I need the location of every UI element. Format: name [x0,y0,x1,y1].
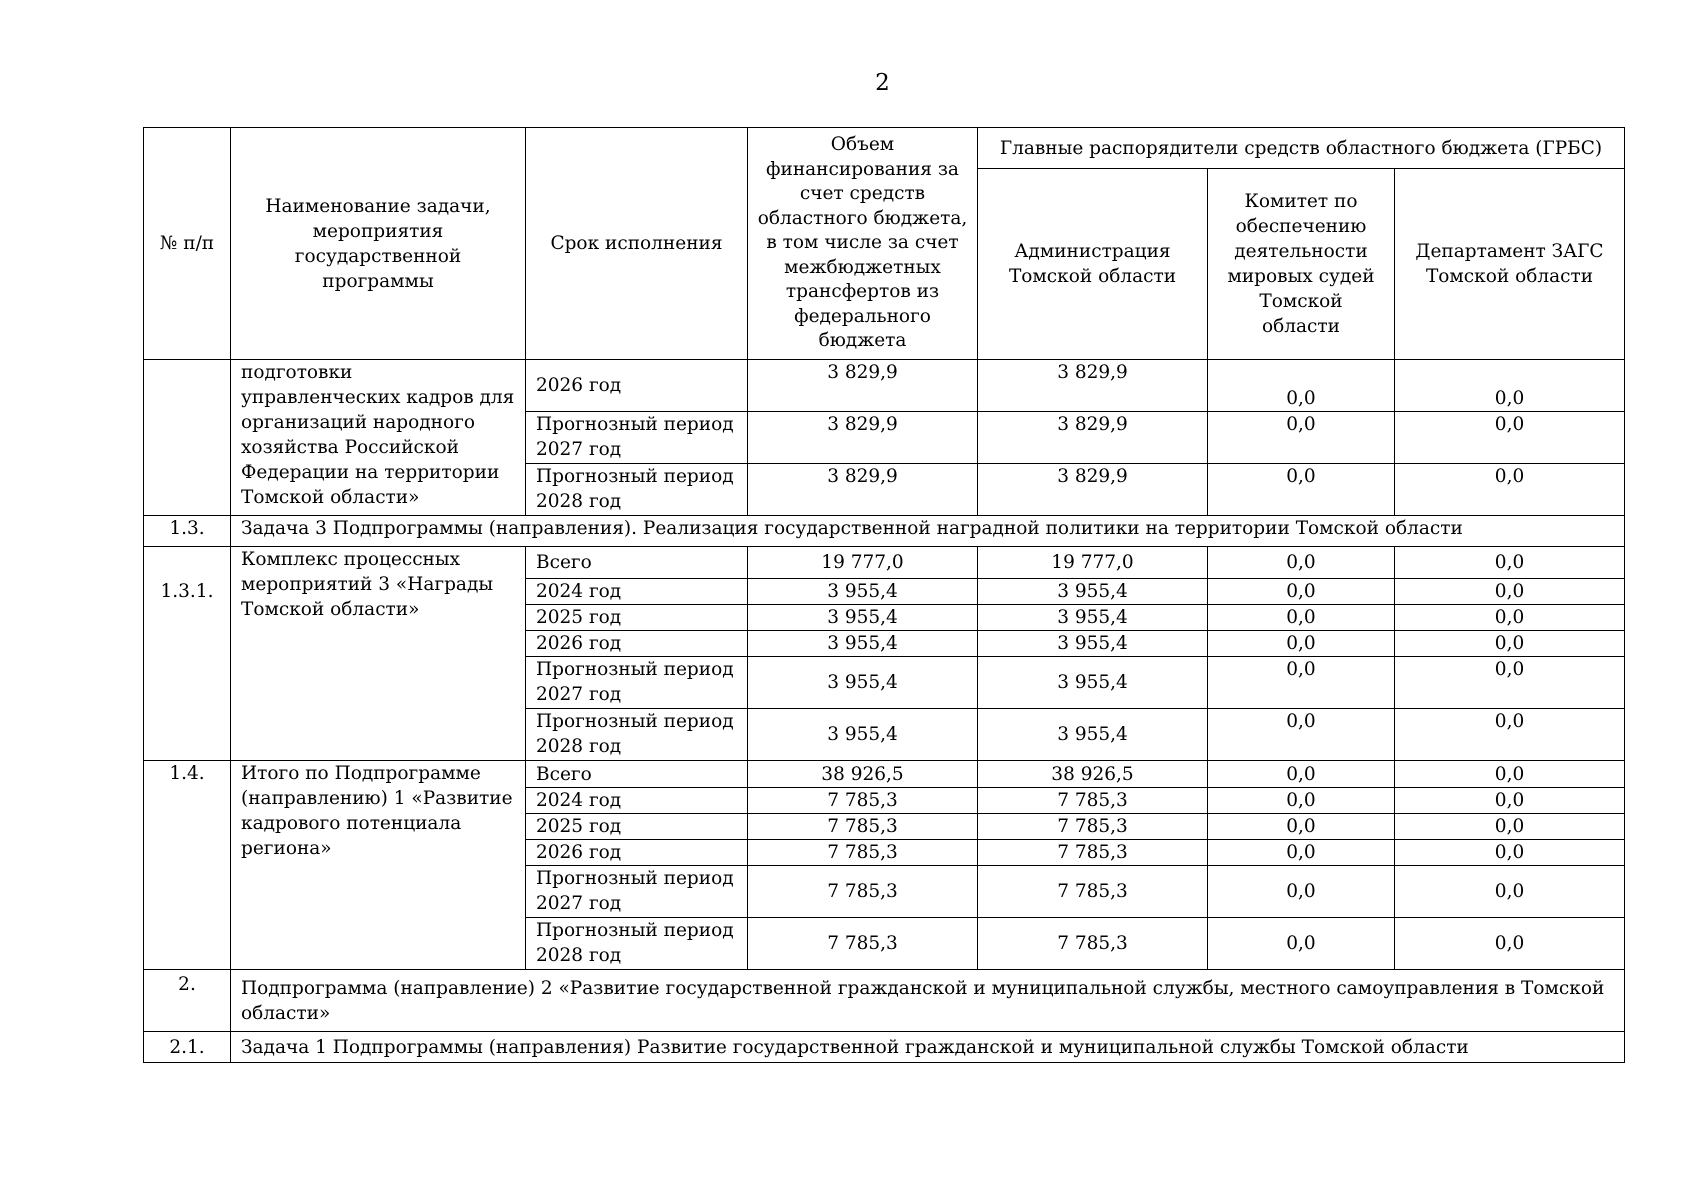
row-term: 2025 год [526,814,748,840]
row-zags: 0,0 [1395,547,1625,579]
row-volume: 7 785,3 [748,918,978,970]
row-admin: 3 955,4 [978,579,1208,605]
header-zags: Департамент ЗАГС Томской области [1395,169,1625,360]
row-admin: 19 777,0 [978,547,1208,579]
row-volume: 3 955,4 [748,631,978,657]
table-row [144,547,1625,579]
header-num: № п/п [144,128,231,360]
task-text: Задача 1 Подпрограммы (направления) Развитие государственной гражданской и муниципальной службы Томской области [231,1032,1625,1063]
row-admin: 7 785,3 [978,918,1208,970]
row-zags: 0,0 [1395,918,1625,970]
row-volume: 3 829,9 [748,412,978,464]
row-volume: 3 955,4 [748,709,978,761]
row-committee: 0,0 [1208,866,1395,918]
row-term: Прогнозный период 2027 год [526,866,748,918]
task-num: 2.1. [144,1032,231,1063]
row-term: Прогнозный период 2028 год [526,464,748,516]
row-num: 1.4. [144,761,231,970]
row-term: Всего [526,761,748,788]
row-admin: 3 829,9 [978,464,1208,516]
row-committee: 0,0 [1208,788,1395,814]
row-admin: 3 829,9 [978,360,1208,412]
row-committee: 0,0 [1208,918,1395,970]
row-zags: 0,0 [1395,840,1625,866]
row-term: 2026 год [526,360,748,412]
row-committee: 0,0 [1208,657,1395,709]
subprogram-row [144,970,1625,1032]
row-volume: 7 785,3 [748,840,978,866]
row-volume: 3 829,9 [748,360,978,412]
row-committee: 0,0 [1208,709,1395,761]
row-admin: 3 955,4 [978,605,1208,631]
header-name: Наименование задачи, мероприятия государственной программы [231,128,526,360]
row-volume: 3 955,4 [748,605,978,631]
row-name: Итого по Подпрограмме (направлению) 1 «Развитие кадрового потенциала региона» [231,761,526,970]
row-volume: 7 785,3 [748,866,978,918]
row-num: 1.3.1. [144,547,231,761]
row-committee: 0,0 [1208,605,1395,631]
row-volume: 38 926,5 [748,761,978,788]
row-term: Прогнозный период 2028 год [526,709,748,761]
funding-table [143,127,1625,1063]
header-term: Срок исполнения [526,128,748,360]
row-zags: 0,0 [1395,866,1625,918]
row-volume: 19 777,0 [748,547,978,579]
row-committee: 0,0 [1208,547,1395,579]
task-row [144,1032,1625,1063]
row-admin: 7 785,3 [978,866,1208,918]
row-committee: 0,0 [1208,840,1395,866]
row-zags: 0,0 [1395,605,1625,631]
row-admin: 3 955,4 [978,631,1208,657]
row-term: 2024 год [526,579,748,605]
row-committee: 0,0 [1208,360,1395,412]
row-volume: 7 785,3 [748,788,978,814]
header-volume: Объем финансирования за счет средств областного бюджета, в том числе за счет межбюджетных трансфертов из федерального бюджета [748,128,978,360]
row-term: Прогнозный период 2027 год [526,657,748,709]
row-term: Прогнозный период 2028 год [526,918,748,970]
row-zags: 0,0 [1395,814,1625,840]
row-zags: 0,0 [1395,360,1625,412]
row-admin: 3 955,4 [978,709,1208,761]
row-name: Комплекс процессных мероприятий 3 «Награды Томской области» [231,547,526,761]
row-zags: 0,0 [1395,709,1625,761]
row-term: Всего [526,547,748,579]
header-grbs: Главные распорядители средств областного бюджета (ГРБС) [978,128,1625,169]
row-zags: 0,0 [1395,788,1625,814]
row-admin: 3 829,9 [978,412,1208,464]
row-volume: 3 829,9 [748,464,978,516]
row-zags: 0,0 [1395,412,1625,464]
page-number: 2 [875,70,890,96]
row-admin: 7 785,3 [978,788,1208,814]
table-row [144,761,1625,788]
row-volume: 7 785,3 [748,814,978,840]
row-committee: 0,0 [1208,814,1395,840]
row-num [144,360,231,516]
row-admin: 7 785,3 [978,840,1208,866]
row-zags: 0,0 [1395,657,1625,709]
subprogram-num: 2. [144,970,231,1032]
subprogram-text: Подпрограмма (направление) 2 «Развитие государственной гражданской и муниципальной службы, местного самоуправления в Томской области» [231,970,1625,1032]
row-name: подготовки управленческих кадров для организаций народного хозяйства Российской Федерации на территории Томской области» [231,360,526,516]
row-volume: 3 955,4 [748,657,978,709]
row-committee: 0,0 [1208,464,1395,516]
row-committee: 0,0 [1208,412,1395,464]
row-term: 2024 год [526,788,748,814]
row-zags: 0,0 [1395,761,1625,788]
header-committee: Комитет по обеспечению деятельности мировых судей Томской области [1208,169,1395,360]
row-zags: 0,0 [1395,579,1625,605]
row-volume: 3 955,4 [748,579,978,605]
row-term: 2026 год [526,631,748,657]
table-row [144,360,1625,412]
row-term: 2026 год [526,840,748,866]
row-admin: 7 785,3 [978,814,1208,840]
row-term: Прогнозный период 2027 год [526,412,748,464]
task-text: Задача 3 Подпрограммы (направления). Реализация государственной наградной политики на территории Томской области [231,516,1625,547]
header-admin: Администрация Томской области [978,169,1208,360]
task-row [144,516,1625,547]
task-num: 1.3. [144,516,231,547]
row-zags: 0,0 [1395,631,1625,657]
row-admin: 38 926,5 [978,761,1208,788]
row-committee: 0,0 [1208,761,1395,788]
row-zags: 0,0 [1395,464,1625,516]
row-committee: 0,0 [1208,579,1395,605]
row-committee: 0,0 [1208,631,1395,657]
row-admin: 3 955,4 [978,657,1208,709]
row-term: 2025 год [526,605,748,631]
